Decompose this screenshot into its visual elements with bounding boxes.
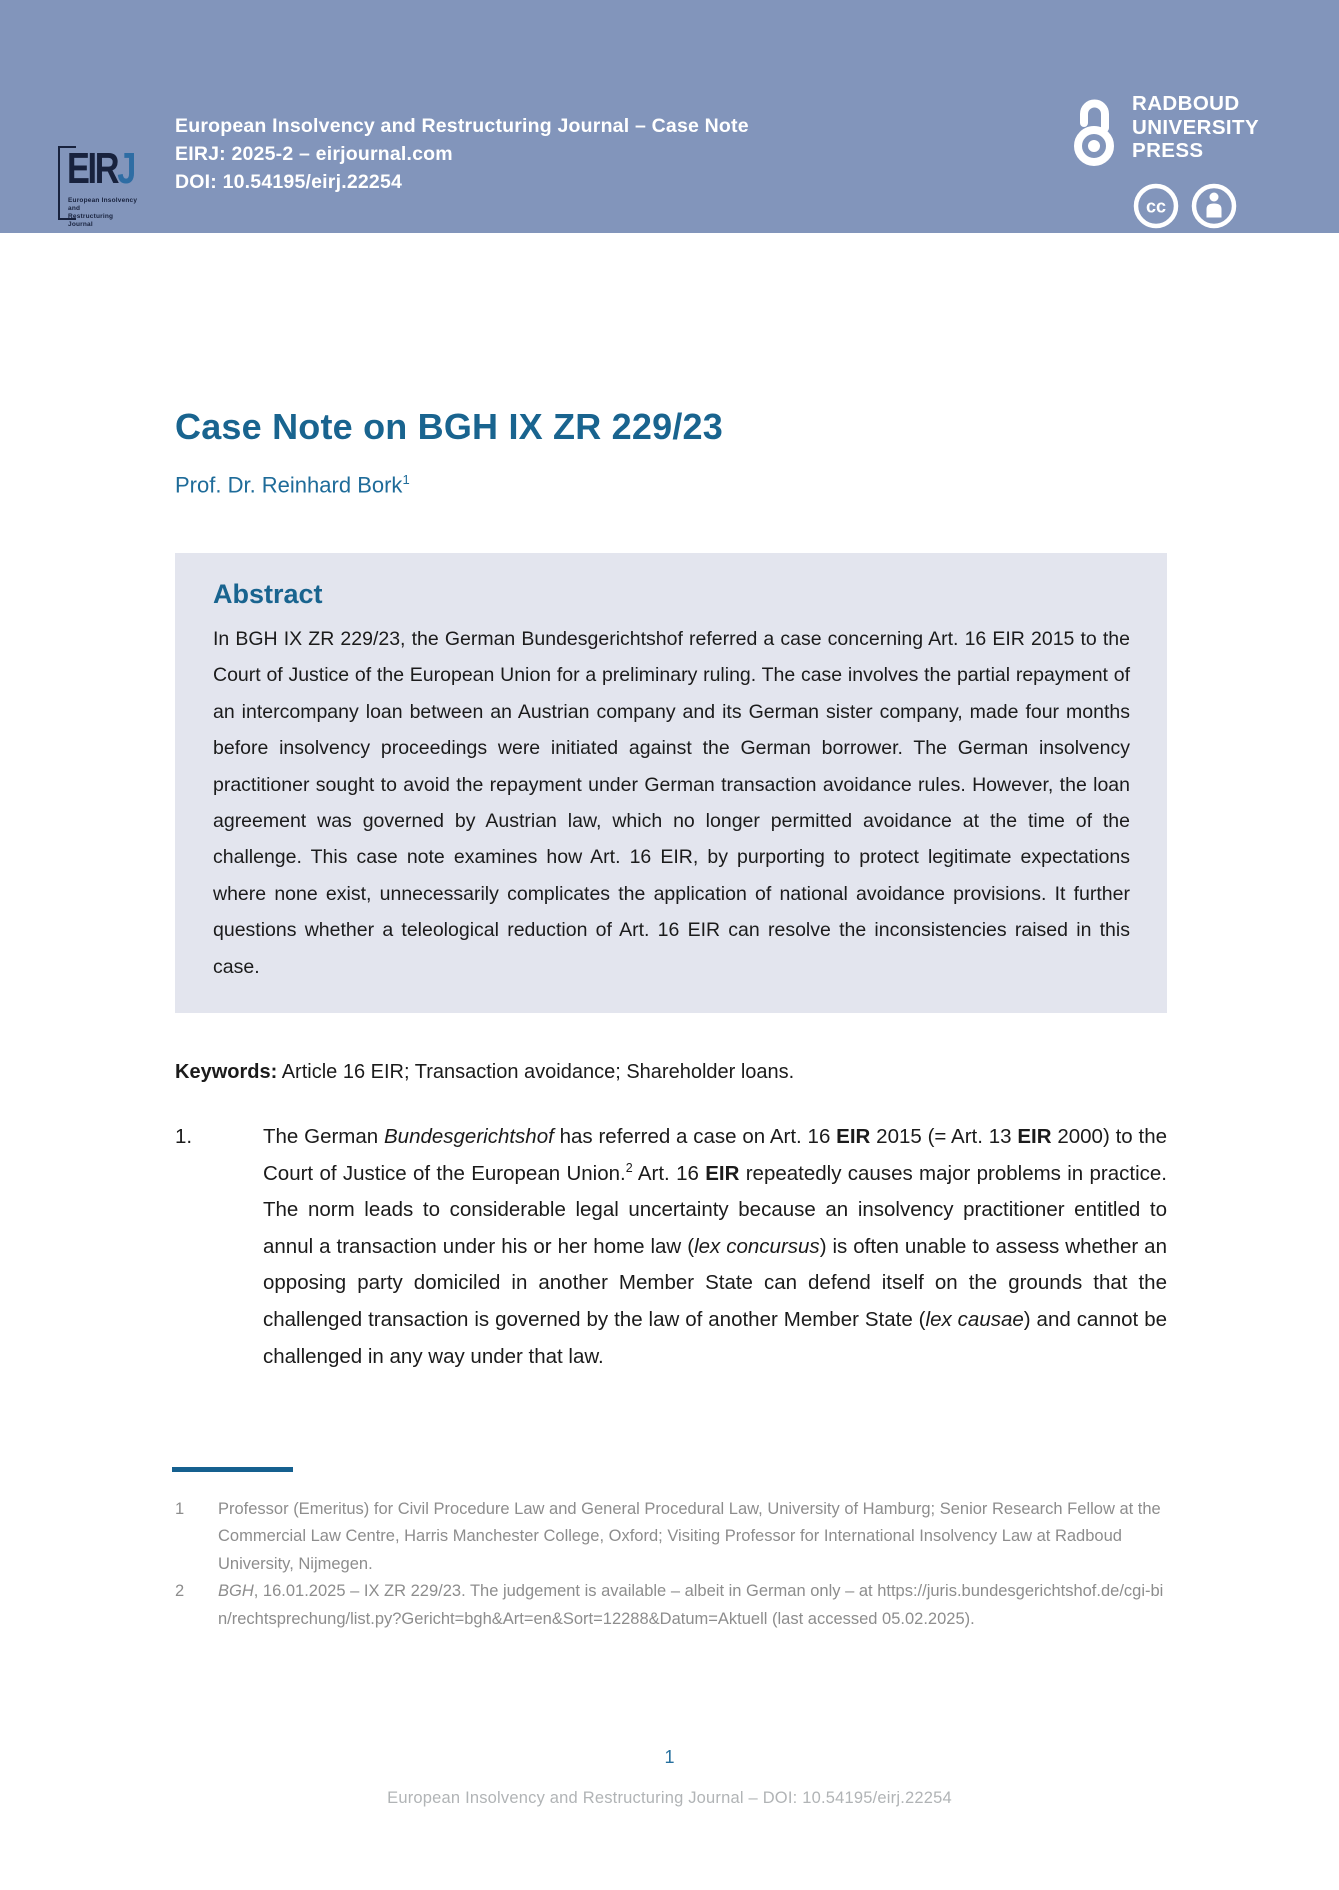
open-access-icon [1072, 92, 1116, 175]
press-wordmark [1132, 92, 1259, 163]
header-text-block [175, 112, 749, 196]
radboud-press-logo [1072, 92, 1259, 235]
text-run: 2000) to the Court of Justice of the European Union. [263, 1125, 1167, 1185]
abstract-heading: Abstract [213, 579, 323, 609]
text-run-italic: lex concursus [694, 1234, 820, 1258]
text-run-italic: Bundesgerichtshof [384, 1125, 554, 1148]
footnote-separator [172, 1467, 293, 1472]
press-line-3: PRESS [1132, 139, 1204, 162]
cc-license-icon [1132, 182, 1180, 235]
keywords-line [175, 1061, 794, 1084]
keywords-text: Article 16 EIR; Transaction avoidance; Shareholder loans. [277, 1061, 795, 1083]
text-run: The German [263, 1125, 384, 1148]
footnote-url-link[interactable]: https://juris.bundesgerichtshof.de/cgi-bin/rechtsprechung/list.py?Gericht=bgh&Art=en&Sort=12288&Datum=Aktuell [218, 1582, 1164, 1628]
press-line-1: RADBOUD [1132, 92, 1240, 115]
cc-by-icon [1190, 182, 1238, 235]
footnote-number: 2 [175, 1582, 185, 1601]
eir-letters [67, 144, 134, 193]
text-run-bold: EIR [1017, 1125, 1052, 1148]
text-run: , 16.01.2025 – IX ZR 229/23. The judgement is available – albeit in German only – at [253, 1582, 878, 1601]
text-run-bold: EIR [836, 1125, 871, 1148]
press-line-2: UNIVERSITY [1132, 115, 1260, 139]
footnote-number: 1 [175, 1500, 185, 1518]
journal-logo [58, 144, 138, 228]
text-run: 2015 (= Art. 13 [870, 1125, 1018, 1148]
keywords-label: Keywords: [175, 1061, 278, 1083]
footnote-2 [175, 1578, 1167, 1633]
journal-tagline [68, 197, 138, 229]
footnote-1 [175, 1496, 1167, 1578]
paragraph-number: 1. [175, 1125, 193, 1148]
abstract-text: In BGH IX ZR 229/23, the German Bundesgerichtshof referred a case concerning Art. 16 EIR 2015 to the Court of Justice of the European Union for a preliminary ruling. The case involves the partial repayment of an intercompany loan between an Austrian company and its German sister company, made four months before insolvency proceedings were initiated against the German borrower. The German insolvency practitioner sought to avoid the repayment under German transaction avoidance rules. However, the loan agreement was governed by Austrian law, which no longer permitted avoidance at the time of the challenge. This case note examines how Art. 16 EIR, by purporting to protect legitimate expectations where none exist, unnecessarily complicates the application of national avoidance provisions. It further questions whether a teleological reduction of Art. 16 EIR can resolve the inconsistencies raised in this case. [213, 628, 1130, 978]
license-icons [1132, 182, 1259, 235]
article-title: Case Note on BGH IX ZR 229/23 [175, 406, 723, 448]
text-run-bold: EIR [705, 1161, 740, 1185]
text-run-italic: lex causae [925, 1307, 1024, 1331]
text-run: has referred a case on Art. 16 [553, 1125, 837, 1148]
footnote-text: Professor (Emeritus) for Civil Procedure Law and General Procedural Law, University of Hamburg; Senior Research Fellow at the Commercial Law Centre, Harris Manchester College, Oxford; Visiting Professor for International Insolvency Law at Radboud University, Nijmegen. [218, 1500, 1161, 1573]
tagline-line-1: European Insolvency and [68, 197, 138, 212]
author-footnote-ref[interactable]: 1 [402, 472, 410, 487]
page-number: 1 [664, 1747, 675, 1767]
header-band [0, 0, 1339, 233]
text-run: ) and cannot be challenged in any way under that law. [263, 1307, 1167, 1368]
author-name: Prof. Dr. Reinhard Bork [175, 472, 403, 498]
footnote-ref-2[interactable]: 2 [625, 1160, 633, 1175]
header-journal-line: European Insolvency and Restructuring Journal – Case Note [175, 115, 749, 137]
footnote-text [218, 1578, 1167, 1633]
tagline-line-2: Restructuring Journal [68, 213, 114, 228]
text-run: (last accessed 05.02.2025). [767, 1609, 975, 1628]
header-issue-line: EIRJ: 2025-2 – eirjournal.com [175, 143, 453, 165]
paragraph-text [263, 1119, 1167, 1375]
footnotes-block [175, 1496, 1167, 1633]
author-byline [175, 472, 410, 498]
abstract-box [175, 553, 1167, 1013]
eir-text: EIR [67, 144, 118, 193]
svg-text:cc: cc [1145, 196, 1167, 216]
j-letter: J [117, 144, 134, 193]
footer-doi-line: European Insolvency and Restructuring Journal – DOI: 10.54195/eirj.22254 [387, 1789, 952, 1807]
text-run: repeatedly causes major problems in practice. The norm leads to considerable legal uncertainty because an insolvency practitioner entitled to annul a transaction under his or her home law ( [263, 1161, 1167, 1258]
header-doi-line: DOI: 10.54195/eirj.22254 [175, 171, 403, 193]
numbered-paragraph [175, 1119, 1167, 1375]
text-run: ) is often unable to assess whether an opposing party domiciled in another Member State can defend itself on the grounds that the challenged transaction is governed by the law of another Member State ( [263, 1234, 1167, 1331]
case-reference: BGH [218, 1582, 254, 1601]
text-run: Art. 16 [632, 1161, 706, 1185]
